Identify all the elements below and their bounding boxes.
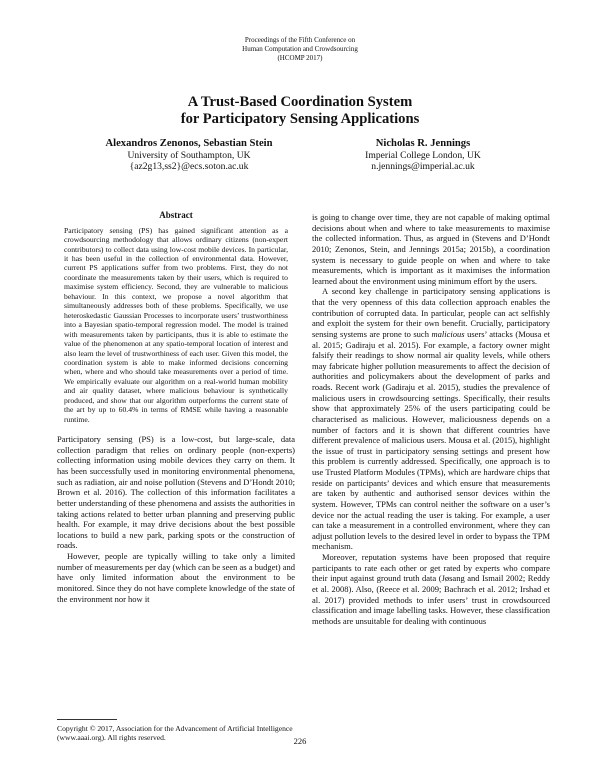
text-run: users’ attacks (Mousa et al. 2015; Gadiraju et al. 2015). For example, a factory owner might falsify their readings to show normal air quality levels, while others may fabricate higher pollution measurements to affect the decision of authorities and policymakers about the development of parks and roads. Recent work (Gadiraju et al. 2015), studies the prevalence of malicious users in crowdsourcing settings. Specifically, their results show that approximately 25% of the users participating could be characterised as malicious. However, maliciousness depends on a number of factors and it is shown that different countries have different prevalence of malicious users. Mousa et al. (2015), highlight the issue of trust in participatory sensing settings and present how this problem is currently addressed. Specifically, one approach is to use Trusted Platform Modules (TPMs), which are hardware chips that reside on participants’ devices and which ensure that measurements are taken by authentic and authorised sensor devices within the system. However, TPMs can control neither the software on a user’s device nor the actual reading the user is taking. For example, a user can take a measurement in a controlled environment, where they can adjust pollution levels to the desired level in order to bypass the TPM mechanism. (312, 328, 551, 552)
paper-title (0, 94, 600, 128)
text-run: A second key challenge in participatory sensing applications is that the very openness of this data collection approach enables the contribution of corrupted data. In particular, people can act selfishly and exploit the system for their own benefit. Crucially, participatory sensing systems are prone to such (312, 286, 550, 339)
emphasis: malicious (431, 328, 465, 339)
author-block-southampton (74, 138, 304, 173)
paragraph: is going to change over time, they are not capable of making optimal decisions about when and where to take measurements to maximise the collected information. Thus, as argued in (Stevens and D’Hondt 2010; Zenonos, Stein, and Jennings 2015a; 2015b), a coordination system is necessary to guide people on when and where to take measurements, which is important as it maximises the information learned about the environment using minimum effort by the users. (312, 212, 550, 286)
author-names: Alexandros Zenonos, Sebastian Stein (105, 138, 273, 149)
copyright-footnote: Copyright © 2017, Association for the Advancement of Artificial Intelligence (www.aaai.org). All rights reserved. (57, 724, 293, 743)
author-affiliation: Imperial College London, UK (365, 149, 481, 161)
author-email: n.jennings@imperial.ac.uk (371, 161, 475, 173)
paragraph (312, 286, 550, 552)
venue-line: Human Computation and Crowdsourcing (242, 45, 358, 54)
venue-line: (HCOMP 2017) (277, 54, 323, 63)
venue-header (0, 36, 600, 64)
footnote-rule (57, 719, 117, 720)
author-block-imperial (318, 138, 528, 173)
introduction (57, 434, 295, 604)
author-email: {az2g13,ss2}@ecs.soton.ac.uk (129, 161, 249, 173)
left-column (57, 210, 295, 604)
title-line: A Trust-Based Coordination System (187, 94, 413, 110)
author-affiliation: University of Southampton, UK (127, 149, 251, 161)
paragraph: However, people are typically willing to take only a limited number of measurements per day (which can be seen as a budget) and have only limited information about the environment to be monitored. Since they do not have complete knowledge of the state of the environment nor how it (57, 551, 295, 604)
venue-line: Proceedings of the Fifth Conference on (244, 36, 356, 44)
abstract-heading: Abstract (159, 210, 193, 220)
abstract-text: Participatory sensing (PS) has gained significant attention as a crowdsourcing methodology that allows ordinary citizens (non-expert contributors) to collect data using low-cost mobile devices. In particular, it has been useful in the collection of environmental data. However, current PS applications suffer from two problems. First, they do not coordinate the measurements taken by their users, which is required to maximise system efficiency. Second, they are vulnerable to malicious behaviour. In this context, we propose a novel algorithm that simultaneously addresses both of these problems. Specifically, we use heteroskedastic Gaussian Processes to incorporate users’ trustworthiness into a Bayesian spatio-temporal regression model. The model is trained with measurements taken by participants, thus it is able to estimate the value of the phenomenon at any spatio-temporal location of interest and also learn the level of trustworthiness of each user. Given this model, the coordination system is able to make informed decisions concerning when, where and who should take measurements over a period of time. We empirically evaluate our algorithm on a real-world human mobility and air quality dataset, where malicious behaviour is synthetically produced, and show that our algorithm outperforms the current state of the art by up to 60.4% in terms of RMSE while having a reasonable runtime. (64, 225, 288, 424)
paragraph: Participatory sensing (PS) is a low-cost, but large-scale, data collection paradigm that relies on ordinary people (non-experts) collecting information using mobile devices they carry on them. It has been successfully used in monitoring environmental phenomena, such as radiation, air and noise pollution (Stevens and D’Hondt 2010; Brown et al. 2016). The collection of this information facilitates a better understanding of these phenomena and assists the authorities in taking actions related to better urban planning and preserving public health. For example, it may drive decisions about the best possible locations to build a new park, parking spots or the construction of roads. (57, 434, 295, 551)
title-line: for Participatory Sensing Applications (180, 111, 420, 127)
author-names: Nicholas R. Jennings (375, 138, 471, 149)
page-number: 226 (293, 736, 307, 746)
right-column (312, 212, 550, 626)
paragraph: Moreover, reputation systems have been proposed that require participants to rate each other or get rated by experts who compare their input against ground truth data (Jøsang and Ismail 2002; Reddy et al. 2008). Also, (Reece et al. 2009; Bachrach et al. 2012; Irshad et al. 2017) provided methods to infer users’ trust in crowdsourced classification and image labelling tasks. However, these classification methods are unsuitable for dealing with continuous (312, 552, 550, 626)
